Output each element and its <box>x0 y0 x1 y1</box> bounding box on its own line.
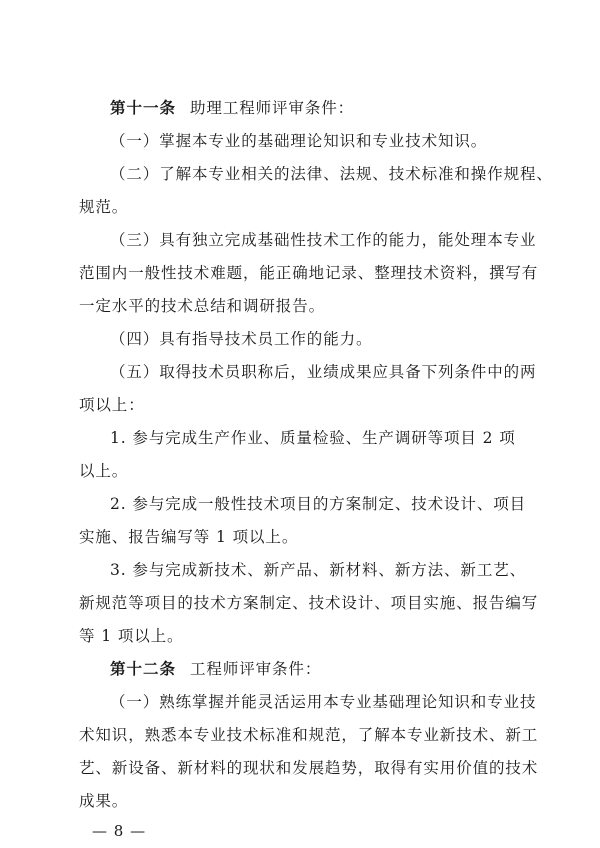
article-11-number: 第十一条 <box>110 99 177 117</box>
paragraph-line: 实施、报告编写等 1 项以上。 <box>79 528 299 546</box>
paragraph-line: 艺、新设备、新材料的现状和发展趋势，取得有实用价值的技术 <box>79 759 539 777</box>
article-12-title: 工程师评审条件： <box>190 660 322 678</box>
paragraph-line: 1. 参与完成生产作业、质量检验、生产调研等项目 2 项 <box>110 429 516 447</box>
paragraph-line: 2. 参与完成一般性技术项目的方案制定、技术设计、项目 <box>110 495 527 513</box>
paragraph-line: 范围内一般性技术难题，能正确地记录、整理技术资料，撰写有 <box>79 264 539 282</box>
page-number: — 8 — <box>92 822 147 840</box>
article-11-title: 助理工程师评审条件： <box>190 99 355 117</box>
paragraph-line: （一）熟练掌握并能灵活运用本专业基础理论知识和专业技 <box>110 693 537 711</box>
paragraph-line: 等 1 项以上。 <box>79 627 184 645</box>
paragraph-line: （五）取得技术员职称后，业绩成果应具备下列条件中的两 <box>110 363 537 381</box>
paragraph-line: 项以上： <box>79 396 145 414</box>
paragraph-line: （二）了解本专业相关的法律、法规、技术标准和操作规程、 <box>110 165 553 183</box>
article-12-number: 第十二条 <box>110 660 177 678</box>
paragraph-line: 新规范等项目的技术方案制定、技术设计、项目实施、报告编写 <box>79 594 539 612</box>
article-12-heading-line <box>110 659 321 679</box>
article-11-heading-line <box>110 98 354 118</box>
paragraph-line: 以上。 <box>79 462 129 480</box>
paragraph-line: 3. 参与完成新技术、新产品、新材料、新方法、新工艺、 <box>110 561 527 579</box>
paragraph-line: 术知识，熟悉本专业技术标准和规范，了解本专业新技术、新工 <box>79 726 539 744</box>
paragraph-line: （一）掌握本专业的基础理论知识和专业技术知识。 <box>110 132 488 150</box>
paragraph-line: （四）具有指导技术员工作的能力。 <box>110 330 373 348</box>
paragraph-line: （三）具有独立完成基础性技术工作的能力，能处理本专业 <box>110 231 537 249</box>
paragraph-line: 一定水平的技术总结和调研报告。 <box>79 297 326 315</box>
paragraph-line: 规范。 <box>79 198 129 216</box>
paragraph-line: 成果。 <box>79 792 129 810</box>
